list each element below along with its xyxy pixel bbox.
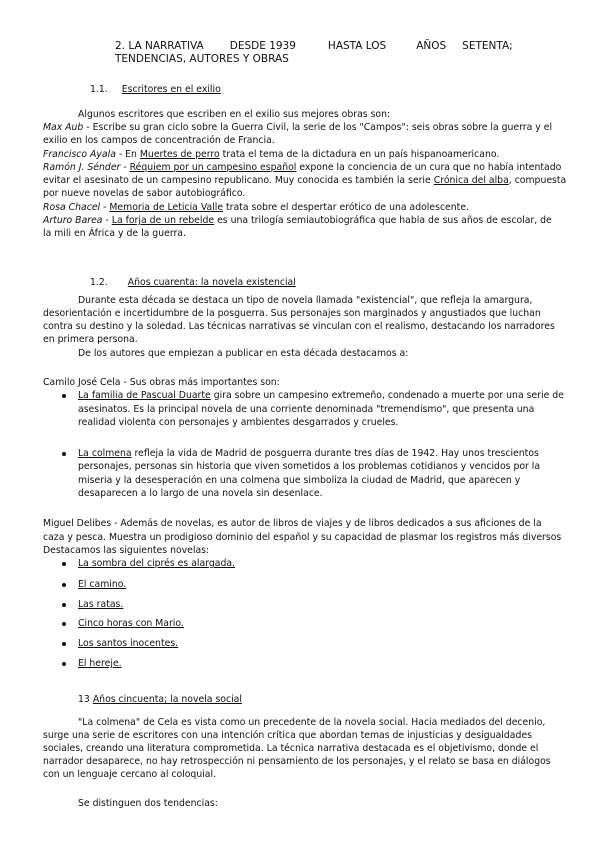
novel-list-item: Las ratas.	[78, 599, 124, 610]
paragraph-line	[43, 148, 499, 161]
paragraph-line: la mili en África y de la guerra.	[43, 228, 186, 239]
work-title: La forja de un rebelde	[111, 215, 215, 226]
novel-list-item: Los santos inocentes.	[78, 638, 179, 649]
work-title: Memoria de Leticia Valle	[109, 202, 224, 213]
text-span: -	[102, 215, 112, 226]
list-item	[78, 389, 564, 402]
bullet-icon	[62, 452, 66, 456]
list-item-line: asesinatos. Es la principal novela de una corriente denominada "tremendismo", que presenta una	[78, 404, 535, 415]
paragraph-line: Destacamos las siguientes novelas:	[43, 545, 210, 556]
work-title: Muertes de perro	[139, 149, 220, 160]
paragraph-line: con un lenguaje cercano al coloquial.	[43, 769, 217, 780]
section-heading-1-2	[90, 276, 296, 289]
paragraph-line	[43, 121, 552, 134]
section-number: 1.2.	[90, 277, 108, 288]
paragraph-line	[43, 214, 552, 227]
paragraph-line: por nueve novelas de sabor autobiográfico.	[43, 188, 246, 199]
paragraph-line: contra su destino y la soledad. Las técnicas narrativas se vinculan con el realismo, destacando los narradores	[43, 321, 555, 332]
novel-list-item: El hereje.	[78, 658, 122, 669]
text-span: - Escribe su gran ciclo sobre la Guerra Civil, la serie de los "Campos": seis obras sobre la guerra y el	[83, 122, 553, 133]
paragraph-line: caza y pesca. Muestra un prodigioso dominio del español y su capacidad de plasmar los registros más diversos	[43, 532, 562, 543]
paragraph-line: surge una serie de escritores con una intención crítica que abordan temas de injusticias y desigualdades	[43, 730, 532, 741]
title-part: 2. LA NARRATIVA	[115, 40, 204, 52]
section-heading-1-1	[90, 83, 221, 96]
bullet-icon	[62, 642, 66, 646]
list-item-line: desaparecen a lo largo de una novela sin desenlace.	[78, 488, 323, 499]
paragraph-line: "La colmena" de Cela es vista como un precedente de la novela social. Hacia mediados del decenio,	[78, 717, 546, 728]
paragraph-line	[43, 201, 469, 214]
paragraph-line: Camilo José Cela - Sus obras más importantes son:	[43, 377, 280, 388]
bullet-icon	[62, 562, 66, 566]
list-item-line: miseria y la desesperación en una colmena que simboliza la ciudad de Madrid, que aparecen y	[78, 475, 521, 486]
paragraph-line: en primera persona.	[43, 334, 138, 345]
text-span: gira sobre un campesino extremeño, condenado a muerte por una serie de	[210, 390, 564, 401]
text-span: evitar el asesinato de un campesino republicano. Muy conocida es también la serie	[43, 175, 434, 186]
text-span: expone la conciencia de un cura que no había intentado	[296, 162, 562, 173]
work-title: La colmena	[78, 448, 132, 459]
bullet-icon	[62, 394, 66, 398]
section-title: Escritores en el exilio	[121, 84, 221, 95]
bullet-icon	[62, 662, 66, 666]
list-item-line: personajes, personas sin historia que viven sometidos a los problemas cotidianos y vencidos por la	[78, 461, 541, 472]
paragraph-line: sociales, creando una literatura comprometida. La técnica narrativa destacada es el objetivismo, donde el	[43, 743, 539, 754]
document-title-line1	[115, 40, 513, 53]
bullet-icon	[62, 603, 66, 607]
section-heading-1-3	[78, 693, 242, 706]
text-span: - En	[115, 149, 140, 160]
list-item	[78, 447, 539, 460]
author-name: Ramón J. Sénder	[43, 162, 121, 173]
section-title: Años cuarenta: la novela existencial	[127, 277, 296, 288]
text-span: es una trilogía semiautobiográfica que habla de sus años de escolar, de	[214, 215, 552, 226]
title-part: AÑOS	[416, 40, 447, 52]
paragraph-line: exilio en los campos de concentración de Francia.	[43, 135, 275, 146]
novel-list-item: El camino.	[78, 579, 127, 590]
text-span: -	[100, 202, 110, 213]
paragraph-line: Durante esta década se destaca un tipo de novela llamada "existencial", que refleja la amargura,	[78, 295, 533, 306]
paragraph-line: Se distinguen dos tendencias:	[78, 798, 218, 809]
work-title: La familia de Pascual Duarte	[78, 390, 211, 401]
text-span: trata el tema de la dictadura en un país hispanoamericano.	[219, 149, 500, 160]
text-span: -	[120, 162, 130, 173]
section-number: 1.1.	[90, 84, 108, 95]
paragraph-line	[43, 161, 561, 174]
author-name: Rosa Chacel	[43, 202, 101, 213]
novel-list-item: La sombra del ciprés es alargada.	[78, 558, 235, 569]
bullet-icon	[62, 583, 66, 587]
author-name: Francisco Ayala	[43, 149, 116, 160]
paragraph-line: De los autores que empiezan a publicar en esta década destacamos a:	[78, 348, 409, 359]
title-part: HASTA LOS	[327, 40, 387, 52]
paragraph-line: desorientación e incertidumbre de la posguerra. Sus personajes son marginados y angustiados que luchan	[43, 308, 541, 319]
paragraph-line: narrador desaparece, no hay retrospección ni pensamiento de los personajes, y el relato se basa en diálogos	[43, 756, 551, 767]
paragraph-line: Algunos escritores que escriben en el exilio sus mejores obras son:	[78, 109, 391, 120]
section-number: 13	[78, 694, 90, 705]
text-span: , compuesta	[508, 175, 567, 186]
author-name: Max Aub	[43, 122, 84, 133]
document-title-line2: TENDENCIAS, AUTORES Y OBRAS	[115, 53, 289, 65]
title-part: SETENTA;	[462, 40, 513, 52]
paragraph-line: Miguel Delibes - Además de novelas, es autor de libros de viajes y de libros dedicados a sus aficiones de la	[43, 518, 542, 529]
title-part: DESDE 1939	[229, 40, 296, 52]
text-span: trata sobre el despertar erótico de una adolescente.	[223, 202, 469, 213]
section-title: Años cincuenta; la novela social	[92, 694, 242, 705]
work-title: Crónica del alba	[433, 175, 509, 186]
paragraph-line	[43, 174, 566, 187]
work-title: Réquiem por un campesino español	[129, 162, 297, 173]
novel-list-item: Cinco horas con Mario.	[78, 618, 184, 629]
author-name: Arturo Barea	[43, 215, 103, 226]
bullet-icon	[62, 622, 66, 626]
list-item-line: realidad violenta con personajes y ambientes desgarrados y crueles.	[78, 417, 399, 428]
text-span: refleja la vida de Madrid de posguerra durante tres días de 1942. Hay unos trescientos	[131, 448, 539, 459]
